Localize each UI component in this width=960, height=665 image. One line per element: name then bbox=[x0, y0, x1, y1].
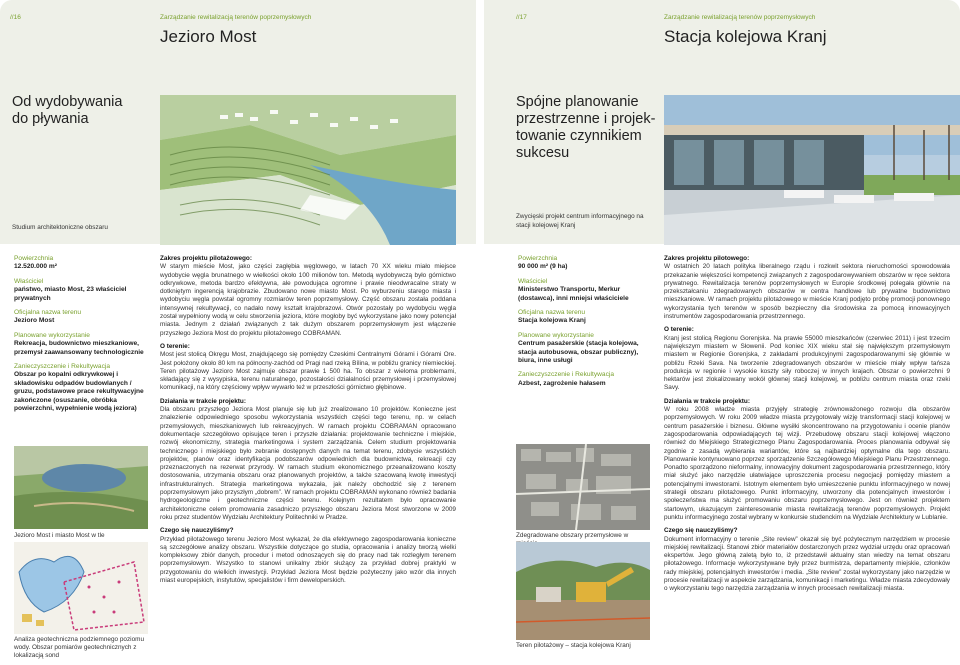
paragraph-heading: Czego się nauczyliśmy? bbox=[160, 527, 234, 535]
section-name: Zarządzanie rewitalizacją terenów poprzemysłowych bbox=[664, 14, 816, 21]
paragraph bbox=[664, 255, 950, 321]
paragraph-heading: O terenie: bbox=[160, 342, 190, 350]
info-label: Powierzchnia bbox=[14, 255, 54, 262]
band-title-line: do pływania bbox=[12, 111, 89, 127]
info-value: 12.520.000 m² bbox=[14, 263, 57, 271]
section-name: Zarządzanie rewitalizacją terenów poprzemysłowych bbox=[160, 14, 312, 21]
info-value: państwo, miasto Most, 23 właściciel prywatnych bbox=[14, 286, 127, 302]
info-value: Stacja kolejowa Kranj bbox=[518, 317, 586, 325]
paragraph-text: Kranj jest stolicą Regionu Gorenjska. Na prawie 55000 mieszkańców (czerwiec 2011) i jest trzecim największym miastem w Słowenii. Pod koniec XIX wieku stał się największym przemysłowym miastem w Regionie Gorenjska, z zakładami produkcyjnymi zagospodarowanymi się głównie w pobliżu Rzeki Sava. Na tworzenie zdegradowanych obszarów w mieście miały wpływ tańsza produkcja w regionie i wysokie koszty siły roboczej w innych krajach. Obszar o powierzchni 9 hektarów jest zlokalizowany wokół głównej stacji kolejowej, w pobliżu centrum miasta oraz rzeki Savy. bbox=[664, 334, 950, 392]
band-title-line: towanie czynnikiem bbox=[516, 128, 642, 144]
paragraph-text: Dla obszaru przyszłego Jeziora Most planuje się lub już zrealizowano 10 projektów. Konieczne jest znalezienie odpowiedniego sposobu wykorzystania wszystkich części tego terenu, np. w celach przemysłowych, mieszkaniowych lub rekreacyjnych. W ramach projektu COBRAMAN opracowano dokumentacje szczegółowo opisujące teren i przyszłe działania: projektowanie techniczne i miejskie, rozwój ekonomiczny, strategia marketingowa i system zarządzania. Celem studium projektowania technicznego i miejskiego było zebranie dostępnych danych na temat terenu, zdobycie wszystkich projektów, planów oraz identyfikacja podobszarów odpowiednich dla budownictwa, rekreacji czy przeznaczonych na rezerwat przyrody. W ramach studium ekonomicznego przeanalizowano koszty dostosowania, utrzymania obszaru oraz planowanych projektów, a także szacowaną kwotę inwestycji infrastrukturalnych. Strategia marketingowa wykazała, jak należy obchodzić się z terenem poprzemysłowym jako przyszłym „dobrem”. W ramach projektu COBRAMAN wykonano również badania hydrogeologiczne i geotechniczne części terenu. Kolejnym rezultatem było opracowanie architektoniczne celem promowania zasadniczo przyszłego obszaru Jeziora Most stworzone w 2009 roku przez studentów Wydziału Architektury Politechniki w Pradze. bbox=[160, 406, 456, 521]
page-number: //16 bbox=[10, 14, 21, 21]
left-page bbox=[0, 0, 476, 665]
architecture-study-graphic bbox=[160, 95, 456, 245]
paragraph bbox=[664, 326, 950, 392]
band-caption-line: stacji kolejowej Kranj bbox=[516, 222, 576, 229]
right-header bbox=[484, 0, 960, 92]
paragraph-text: W ostatnich 20 latach polityka liberalnego rządu i rozkwit sektora nieruchomości spowodowała przekazanie większości kompetencji związanych z zagospodarowywaniem obszarów w ręce sektora prywatnego. Rewitalizacja terenów poprzemysłowych w Europie środkowej polegała głównie na przekształcaniu zdegradowanych obszarów w centra handlowe lub prywatne budownictwo mieszkaniowe. W ramach projektu pilotażowego w mieście Kranj podjęto próbę promocji ponownego wykorzystania tych terenów w sposób bezpieczny dla środowiska za pomocą innowacyjnych instrumentów zagospodarowania przestrzennego. bbox=[664, 263, 950, 321]
page-title: Jezioro Most bbox=[160, 27, 257, 46]
body-text bbox=[160, 255, 456, 590]
band-caption bbox=[516, 212, 644, 230]
paragraph bbox=[160, 343, 456, 393]
info-value: Ministerstwo Transportu, Merkur (dostawca), inni mniejsi właściciele bbox=[518, 286, 629, 302]
site-photo bbox=[516, 542, 650, 640]
lake-aerial-photo bbox=[14, 446, 148, 529]
city-aerial-graphic bbox=[516, 444, 650, 530]
band-title-line: Od wydobywania bbox=[12, 94, 123, 110]
geotechnical-map bbox=[14, 542, 148, 634]
paragraph bbox=[160, 255, 456, 338]
map-caption: Analiza geotechniczna podziemnego poziomu wody. Obszar pomiarów geotechnicznych z lokalizacją sond bbox=[14, 636, 145, 659]
info-label: Planowane wykorzystanie bbox=[14, 331, 90, 339]
body-text bbox=[664, 255, 950, 599]
paragraph bbox=[160, 527, 456, 585]
info-sidebar bbox=[518, 255, 646, 388]
site-caption: Teren pilotażowy – stacja kolejowa Kranj bbox=[516, 642, 631, 649]
page-title: Stacja kolejowa Kranj bbox=[664, 27, 827, 46]
left-header bbox=[0, 0, 476, 92]
paragraph-heading: Działania w trakcie projektu: bbox=[664, 397, 750, 405]
info-label: Oficjalna nazwa terenu bbox=[14, 309, 82, 317]
band-caption: Studium architektoniczne obszaru bbox=[12, 224, 108, 231]
photo-caption: Jezioro Most i miasto Most w tle bbox=[14, 532, 105, 539]
site-graphic bbox=[516, 542, 650, 640]
band-title bbox=[516, 94, 655, 162]
paragraph-heading: Działania w trakcie projektu: bbox=[160, 397, 246, 405]
pavilion-rendering bbox=[664, 95, 960, 245]
photo-caption: Zdegradowane obszary przemysłowe w bbox=[516, 532, 629, 539]
paragraph bbox=[160, 398, 456, 522]
info-label: Zanieczyszczenie i Rekultywacja bbox=[14, 363, 111, 371]
city-aerial-photo bbox=[516, 444, 650, 530]
info-value: Azbest, zagrożenie hałasem bbox=[518, 379, 606, 387]
geotechnical-map-graphic bbox=[14, 542, 148, 634]
pavilion-graphic bbox=[664, 95, 960, 245]
info-label: Właściciel bbox=[518, 277, 548, 285]
info-label: Planowane wykorzystanie bbox=[518, 331, 594, 339]
page-number: //17 bbox=[516, 14, 527, 21]
info-value: Rekreacja, budownictwo mieszkaniowe, przemysł zaawansowany technologicznie bbox=[14, 340, 144, 356]
paragraph-text: W roku 2008 władze miasta przyjęły strategię zrównoważonego rozwoju dla obszarów poprzemysłowych. W roku 2009 władze miasta przygotowały wizję transformacji stacji kolejowej w centrum pasażerskie i biznesu. Główne wysiłki skoncentrowano na przygotowaniu i ocenie planów zagospodarowania odpowiadających tej wizji. Przebudowę obszaru stacji kolejowej włączono również do Miejskiego Strategicznego Planu Zagospodarowania. Proces planowania odbywał się zgodnie z zasadą wybierania wariantów, które są najbardziej optymalne dla tego obszaru. Planowanie kontynuowano poprzez sporządzenie Szczegółowego Miejskiego Planu Przestrzennego. Ponadto sporządzono nieformalny, innowacyjny dokument zagospodarowania przestrzennego, który miał służyć jako narzędzie ułatwiające uproszczenia procesu negocjacji pomiędzy miastem a potencjalnymi inwestorami. Istotnym elementem było umieszczenie punktu informacyjnego w nowej strategii obszaru pilotażowego. Punkt informacyjny, utworzony dla potencjalnych inwestorów i społeczeństwa ma służyć promowaniu obszaru poprzemysłowego. Jest on również projektem startowym, ukazującym zainteresowanie miasta rewitalizacją terenów poprzemysłowych. Projekt punktu informacyjnego został wybrany w konkursie studenckim na Wydziale Architektury w Lublanie. bbox=[664, 406, 950, 521]
band-title-line: Spójne planowanie bbox=[516, 94, 639, 110]
info-value: Jezioro Most bbox=[14, 317, 55, 325]
lake-aerial-graphic bbox=[14, 446, 148, 529]
paragraph-text: Most jest stolicą Okręgu Most, znajdującego się pomiędzy Czeskimi Centralnymi Górami i Górami Ore. Jest położony około 80 km na północny-zachód od Pragi nad rzeką Bílina, w pobliżu granicy niemieckiej. Teren pilotażowy Jezioro Most zajmuje obszar prawie 1 500 ha. To obszar z wieloma problemami, składający się z wysypiska, terenu naturalnego, pozostałości działalności przemysłowej i przemysłowej komunikacji, na który częściowy wpływ wywarło też w przeszłości górnictwo głębinowe. bbox=[160, 351, 456, 392]
info-value: 90 000 m² (9 ha) bbox=[518, 263, 568, 271]
paragraph-text: Dokument informacyjny o terenie „Site review” okazał się być pożytecznym narzędziem w procesie miejskiej rewitalizacji. Stanowi zbiór materiałów dostarczonych przez wydział urzędu oraz opracowań ekspertów. Jego główną zaletą było to, iż przedstawił aktualny stan wiedzy na temat obszaru pilotażowego. Informacje wykorzystywane były przez burmistrza, departamenty miejskie, członków rady miejskiej, potencjalnych inwestorów i media. „Site review” został wykorzystany jako narzędzie w procesie rewitalizacji w aspekcie zarządzania, komunikacji i marketingu. Władze miasta zdecydowały o wykorzystaniu tego narzędzia zarządzania w innych procesach rewitalizacji miasta. bbox=[664, 535, 950, 593]
paragraph bbox=[664, 398, 950, 522]
paragraph-text: Przykład pilotażowego terenu Jezioro Most wykazał, że dla efektywnego zagospodarowania konieczne są szczegółowe analizy obszaru. Wszystkie dotyczące go studia, opracowania i analizy tworzą wielki kompleksowy zbiór danych, procedur i metod odnoszących się do pracy nad tak rozległym terenem poprzemysłowym. Wszystko to stanowi unikalny zbiór służący za przykład dobrej praktyki w przygotowaniu do wielkich inwestycji. Przykład Jeziora Most będzie pożyteczny jako wzór dla innych miast europejskich, instytutów, specjalistów i firm deweloperskich. bbox=[160, 535, 456, 584]
band-caption-line: Zwycięski projekt centrum informacyjnego na bbox=[516, 213, 644, 220]
paragraph bbox=[664, 527, 950, 593]
info-label: Powierzchnia bbox=[518, 255, 558, 262]
band-title-line: przestrzenne i projek- bbox=[516, 111, 656, 127]
architecture-study-image bbox=[160, 95, 456, 245]
info-label: Zanieczyszczenie i Rekultywacja bbox=[518, 371, 615, 379]
band-title bbox=[12, 94, 122, 128]
info-value: Centrum pasażerskie (stacja kolejowa, stacja autobusowa, obszar publiczny), biura, inne usługi bbox=[518, 340, 639, 365]
paragraph-heading: Zakres projektu pilotażowego: bbox=[160, 255, 252, 262]
paragraph-heading: Zakres projektu pilotowego: bbox=[664, 255, 750, 262]
info-label: Właściciel bbox=[14, 277, 44, 285]
info-sidebar bbox=[14, 255, 146, 414]
paragraph-heading: Czego się nauczyliśmy? bbox=[664, 527, 738, 535]
band-title-line: sukcesu bbox=[516, 145, 570, 161]
info-label: Oficjalna nazwa terenu bbox=[518, 309, 586, 317]
info-value: Obszar po kopalni odkrywkowej i składowisku odpadów budowlanych / gruzu, podstawowe prace rekultywacyjne zakończone (osuszanie, obróbka powierzchni, wypełnienie wodą jeziora) bbox=[14, 371, 144, 413]
paragraph-heading: O terenie: bbox=[664, 326, 694, 334]
right-page bbox=[484, 0, 960, 665]
paragraph-text: W starym mieście Most, jako części zagłębia węglowego, w latach 70 XX wieku miało miejsce wydobycie węgla brunatnego w wielkości około 100 milionów ton. Metodą wydobywczą było górnictwo odkrywkowe, metoda bardzo efektywna, ale powodująca ogromne i prawie nieodwracalne straty w dotkniętym ingerencją krajobrazie. Zbudowano nowe miasto Most. Po wyburzeniu starego miasta i wydobyciu węgla powstał ogromny rozmiarów teren poprzemysłowy. Część obszaru została poddana intensywnej rekultywacji, co nadało nowy kształt krajobrazowi. Otwór pozostały po wydobyciu węgla został wypełniony wodą w celu stworzenia jeziora, które mogłoby być wykorzystane jako nowy potencjał miasta. Jednym z działań związanych z tak dużym obszarem poprzemysłowym jest włączenie przyszłego Jeziora Most do projektu pilotażowego COBRAMAN. bbox=[160, 263, 456, 337]
